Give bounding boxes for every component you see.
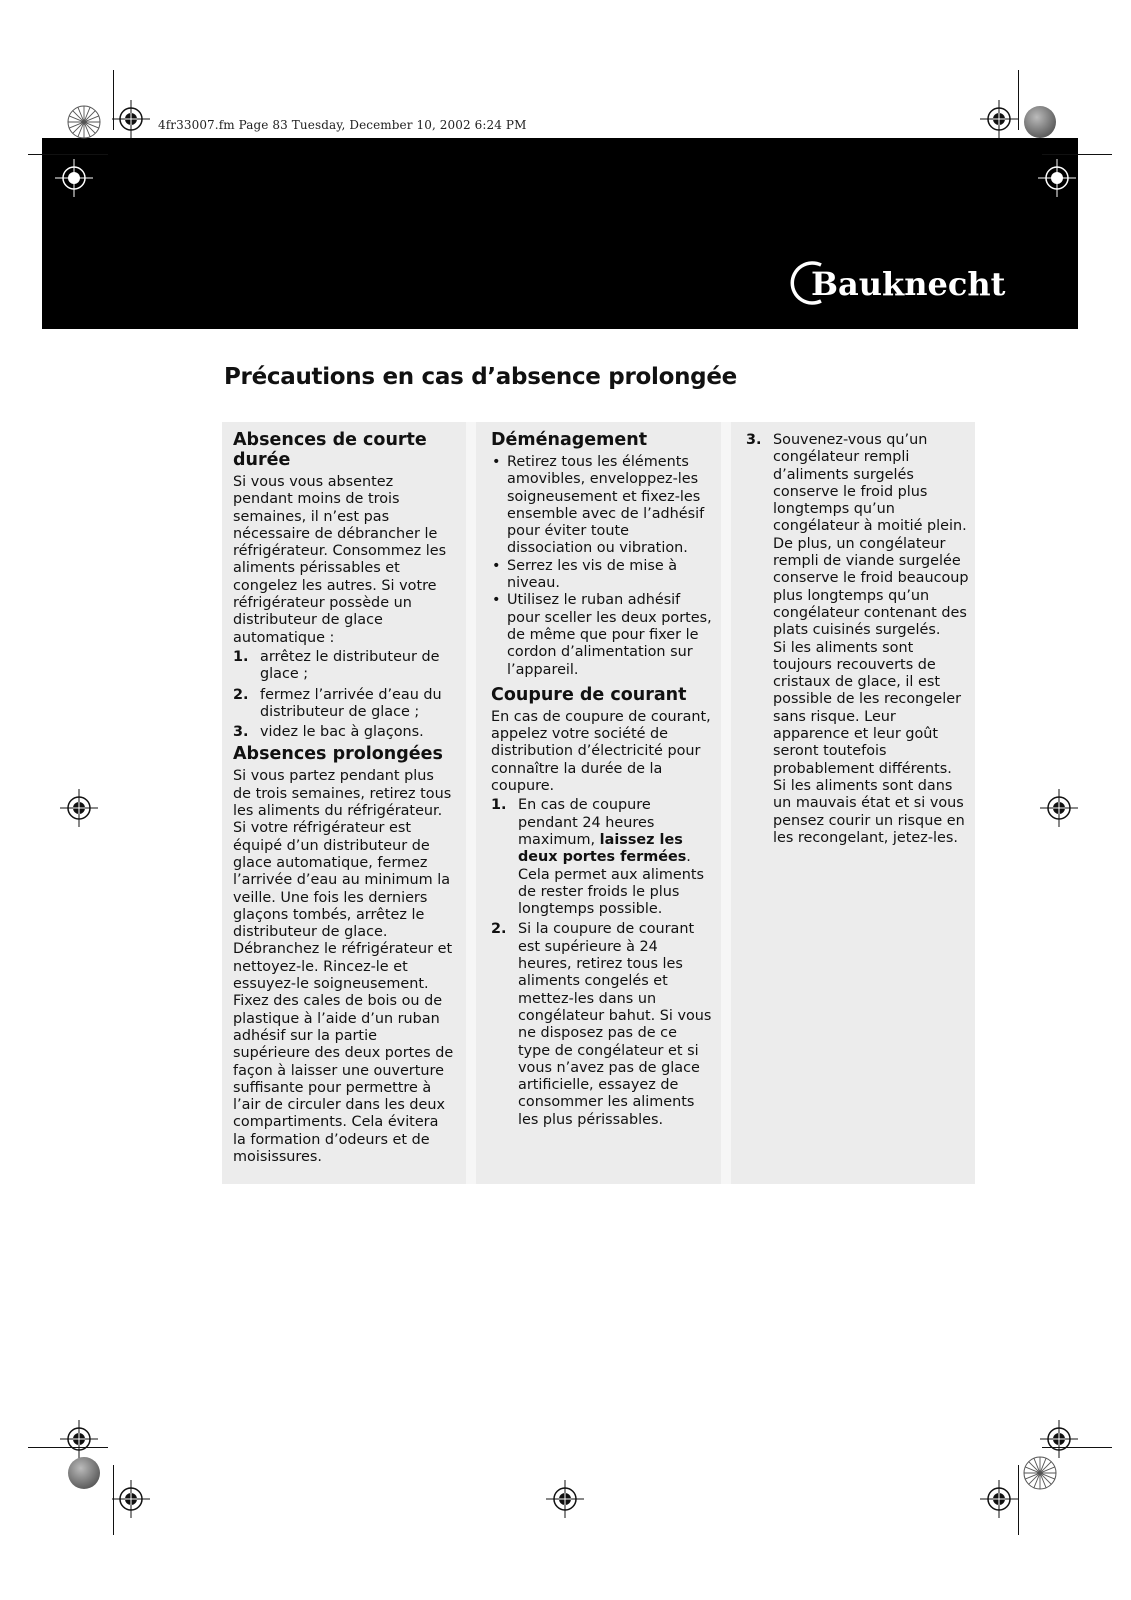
brand-logo — [793, 257, 1006, 309]
step-number: 1. — [233, 648, 249, 665]
step-number: 2. — [491, 921, 507, 938]
moving-bullets — [491, 454, 713, 679]
power-cut-steps-continued — [746, 432, 971, 847]
print-slug: 4fr33007.fm Page 83 Tuesday, December 10, 2002 6:24 PM — [158, 118, 527, 132]
heading-moving: Déménagement — [491, 430, 648, 450]
gray-disc-mark-icon — [67, 1456, 101, 1490]
step-number: 1. — [491, 797, 507, 814]
registration-target-icon — [546, 1480, 584, 1518]
heading-power-cut: Coupure de courant — [491, 684, 687, 705]
list-item — [491, 558, 713, 593]
registration-target-icon — [112, 100, 150, 138]
starburst-mark-icon — [67, 105, 101, 139]
power-cut-intro: En cas de coupure de courant, appelez votre société de distribution d’électricité pour connaître la durée de la coupure. — [491, 708, 711, 795]
registration-target-icon — [60, 789, 98, 827]
step-number: 2. — [233, 686, 249, 703]
short-absence-steps — [233, 649, 455, 741]
list-item — [491, 921, 713, 1129]
step-number: 3. — [233, 724, 249, 741]
step-paragraph: Si les aliments sont toujours recouverts de cristaux de glace, il est possible de les recongeler sans risque. Leur apparence et leur goût seront toutefois probablement différents. — [773, 639, 962, 777]
starburst-mark-icon — [1023, 1456, 1057, 1490]
registration-target-icon — [60, 1420, 98, 1458]
column-1 — [233, 430, 455, 1166]
step-text: Si la coupure de courant est supérieure à 24 heures, retirez tous les aliments congelés et mettez-les dans un congélateur bahut. Si vous ne disposez pas de ce type de congélateur et si vous n’avez pas de glace artificielle, essayez de consommer les aliments les plus périssables. — [518, 921, 712, 1128]
list-item — [491, 797, 713, 918]
bullet-icon: • — [492, 592, 501, 609]
list-item — [491, 454, 713, 558]
step-text: . Cela permet aux aliments de rester froids le plus longtemps possible. — [518, 849, 705, 918]
heading-short-absence: Absences de courte durée — [233, 430, 427, 470]
column-divider — [466, 422, 476, 1184]
step-text: En cas de coupure pendant 24 heures maximum, — [518, 797, 655, 848]
list-item — [233, 724, 455, 741]
bullet-text: Utilisez le ruban adhésif pour sceller les deux portes, de même que pour fixer le cordon d’alimentation sur l’appareil. — [507, 592, 712, 678]
step-number: 3. — [746, 432, 762, 448]
registration-target-icon — [55, 159, 93, 197]
step-text: arrêtez le distributeur de glace ; — [260, 648, 440, 683]
step-paragraph: Souvenez-vous qu’un congélateur rempli d’aliments surgelés conserve le froid plus longtemps qu’un congélateur à moitié plein. — [773, 432, 967, 535]
column-2 — [491, 430, 713, 1132]
short-absence-intro: Si vous vous absentez pendant moins de trois semaines, il n’est pas nécessaire de débrancher le réfrigérateur. Consommez les aliments périssables et congelez les autres. Si votre réfrigérateur possède un distributeur de glace automatique : — [233, 474, 447, 646]
step-text: videz le bac à glaçons. — [260, 724, 424, 741]
long-absence-text: Si vous partez pendant plus de trois semaines, retirez tous les aliments du réfrigérateur. Si votre réfrigérateur est équipé d’un distributeur de glace automatique, fermez l’arrivée d’eau au minimum la veille. Une fois les derniers glaçons tombés, arrêtez le distributeur de glace. Débranchez le réfrigérateur et nettoyez-le. Rincez-le et essuyez-le soigneusement. Fixez des cales de bois ou de plastique à l’aide d’un ruban adhésif sur la partie supérieure des deux portes de façon à laisser une ouverture suffisante pour permettre à l’air de circuler dans les deux compartiments. Cela évitera la formation d’odeurs et de moisissures. — [233, 768, 454, 1165]
step-text: fermez l’arrivée d’eau du distributeur de glace ; — [260, 686, 442, 720]
crop-mark — [1018, 70, 1019, 130]
bullet-icon: • — [492, 557, 501, 574]
bullet-icon: • — [492, 454, 501, 470]
column-divider — [721, 422, 731, 1184]
list-item — [233, 687, 455, 722]
list-item — [233, 649, 455, 684]
registration-target-icon — [1040, 789, 1078, 827]
list-item — [746, 432, 971, 847]
registration-target-icon — [980, 100, 1018, 138]
page-title: Précautions en cas d’absence prolongée — [224, 364, 737, 390]
step-paragraph: Si les aliments sont dans un mauvais état et si vous pensez courir un risque en les recongelant, jetez-les. — [773, 777, 965, 846]
crop-mark — [1018, 1465, 1019, 1535]
brand-logo-text: Bauknecht — [811, 265, 1006, 303]
heading-long-absence: Absences prolongées — [233, 744, 443, 765]
bullet-text: Serrez les vis de mise à niveau. — [507, 557, 678, 592]
step-paragraph: De plus, un congélateur rempli de viande surgelée conserve le froid beaucoup plus longtemps qu’un congélateur contenant des plats cuisinés surgelés. — [773, 535, 969, 639]
registration-target-icon — [980, 1480, 1018, 1518]
power-cut-steps — [491, 797, 713, 1129]
crop-mark — [28, 154, 108, 155]
crop-mark — [1042, 154, 1112, 155]
step-text-bold: laissez les deux portes fermées — [518, 831, 687, 866]
list-item — [491, 592, 713, 678]
registration-target-icon — [1040, 1420, 1078, 1458]
column-3 — [746, 430, 971, 850]
bullet-text: Retirez tous les éléments amovibles, enveloppez-les soigneusement et fixez-les ensemble avec de l’adhésif pour éviter toute dissociation ou vibration. — [507, 454, 705, 557]
registration-target-icon — [1038, 159, 1076, 197]
content-box — [222, 422, 975, 1184]
registration-target-icon — [112, 1480, 150, 1518]
gray-disc-mark-icon — [1023, 105, 1057, 139]
